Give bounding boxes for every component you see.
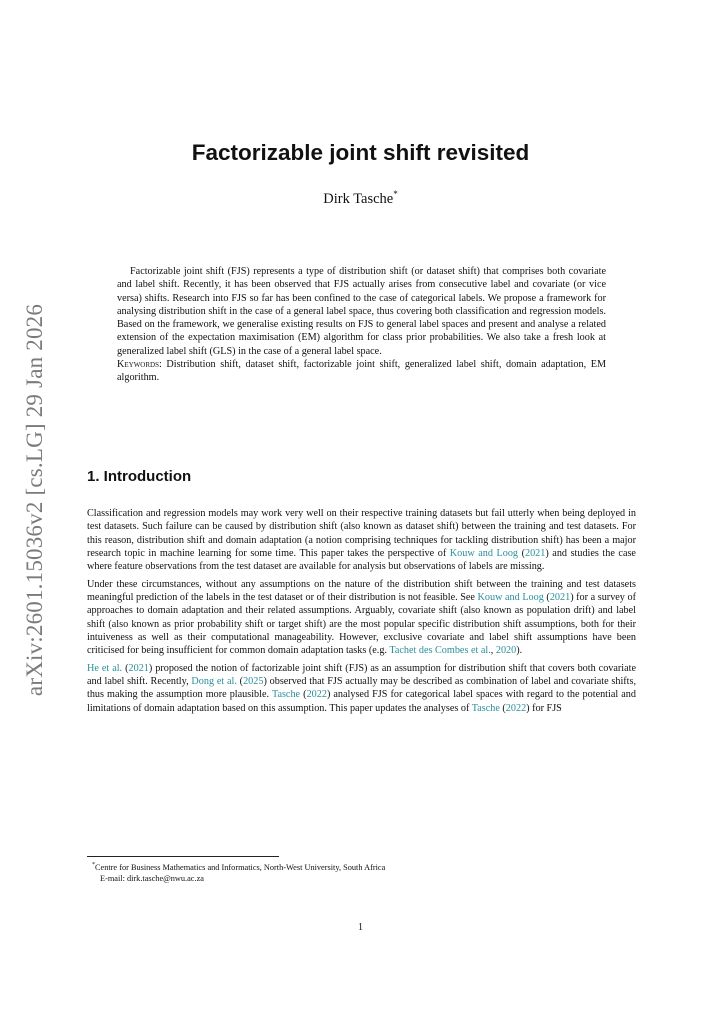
citation-year-link[interactable]: 2021 [524,548,546,560]
text-run: Under these circumstances, without any assumptions on the nature of the distribution shift between the training and test datasets meaningful prediction of the labels in the test dataset or of their distribution is not feasible. See [87,578,636,604]
abstract [117,265,606,385]
paragraph-2 [87,578,636,658]
text-run: ) observed that FJS actually may be described as combination of label and covariate shifts, thus making the assumption more plausible. [87,676,637,701]
text-run: ). [516,645,523,657]
introduction-body [87,507,636,719]
citation-year-link[interactable]: 2021 [128,662,149,674]
arxiv-identifier-text: arXiv:2601.15036v2 [cs.LG] 29 Jan 2026 [22,303,47,697]
citation-link[interactable]: Dong et al. [191,676,237,688]
keywords-list: Distribution shift, dataset shift, factorizable joint shift, generalized label shift, domain adaptation, EM algorithm. [117,359,606,384]
abstract-text: Factorizable joint shift (FJS) represents a type of distribution shift (or dataset shift) that comprises both covariate and label shift. Recently, it has been observed that FJS actually arises from consecutive label and covariate (or vice versa) shifts. Research into FJS so far has been confined to the case of categorical labels. We propose a framework for analysing distribution shift in the case of a general label space, thus covering both classification and regression models. Based on the framework, we generalise existing results on FJS to general label spaces and present and analyse a related extension of the expectation maximisation (EM) algorithm for class prior probabilities. We also take a fresh look at generalized label shift (GLS) in the case of a general label space. [117,266,606,357]
citation-link[interactable]: Tasche [271,689,301,701]
author-name: Dirk Tasche [323,190,394,207]
author-line [0,189,721,208]
keywords-line [117,358,606,385]
text-run: ( [122,662,129,674]
paragraph-1 [87,507,636,574]
text-run: ( [518,548,525,560]
citation-year-link[interactable]: 2020 [495,645,517,657]
keywords-label: Keywords: [117,359,162,371]
text-run: ( [236,676,244,688]
text-run: Classification and regression models may work very well on their respective training datasets but fail utterly when being deployed in test datasets. Such failure can be caused by distribution shift (also known as dataset shift) between the training and test datasets. For this reason, distribution shift and domain adaptation (a notion comprising techniques for tackling distribution shift) has been a major research topic in machine learning for some time. This paper takes the perspective of [87,508,636,560]
text-run: ) analysed FJS for categorical label spaces with regard to the potential and limitations of domain adaptation based on this assumption. This paper updates the analyses of [87,689,636,714]
section-heading-introduction: 1. Introduction [87,468,192,485]
footnote [92,860,385,885]
text-run: ( [300,689,307,701]
citation-link[interactable]: Tachet des Combes et al. [389,645,491,657]
citation-link[interactable]: He et al. [87,662,123,674]
citation-year-link[interactable]: 2021 [549,592,571,604]
footnote-email: E-mail: dirk.tasche@nwu.ac.za [100,874,204,884]
footnote-affiliation [92,860,385,873]
text-run: ( [499,702,506,714]
citation-link[interactable]: Kouw and Loog [449,548,519,560]
footnote-affiliation-text: Centre for Business Mathematics and Informatics, North-West University, South Africa [95,862,386,872]
text-run: ) for a survey of approaches to domain adaptation and their related assumptions. Arguably, covariate shift (also known as population drift) and label shift (also known as prior probability shift or target shift) are the most popular specific distribution shift assumptions, both for their intuiveness as well as their computational manageability. However, exclusive covariate and label shift assumptions have been criticised for being insufficient for common domain adaptation tasks (e.g. [87,592,636,657]
text-run: ) for FJS [526,702,562,714]
text-run: ) proposed the notion of factorizable joint shift (FJS) as an assumption for distribution shift that covers both covariate and label shift. Recently, [87,662,637,688]
citation-year-link[interactable]: 2022 [306,689,327,701]
page-number: 1 [358,922,363,933]
paragraph-3 [87,662,636,715]
text-run: ( [543,592,550,604]
paper-title: Factorizable joint shift revisited [191,140,530,165]
text-run: ) and studies the case where feature observations from the test dataset are available for analysis but observations of labels are missing. [87,548,636,573]
citation-year-link[interactable]: 2022 [505,702,527,714]
footnote-marker: * [92,862,95,868]
citation-year-link[interactable]: 2025 [243,676,264,688]
author-footnote-marker[interactable]: * [393,189,398,199]
footnote-divider [87,856,279,857]
citation-link[interactable]: Tasche [471,702,500,714]
citation-link[interactable]: Kouw and Loog [477,592,544,604]
arxiv-side-identifier [18,300,52,700]
text-run: , [490,645,496,657]
